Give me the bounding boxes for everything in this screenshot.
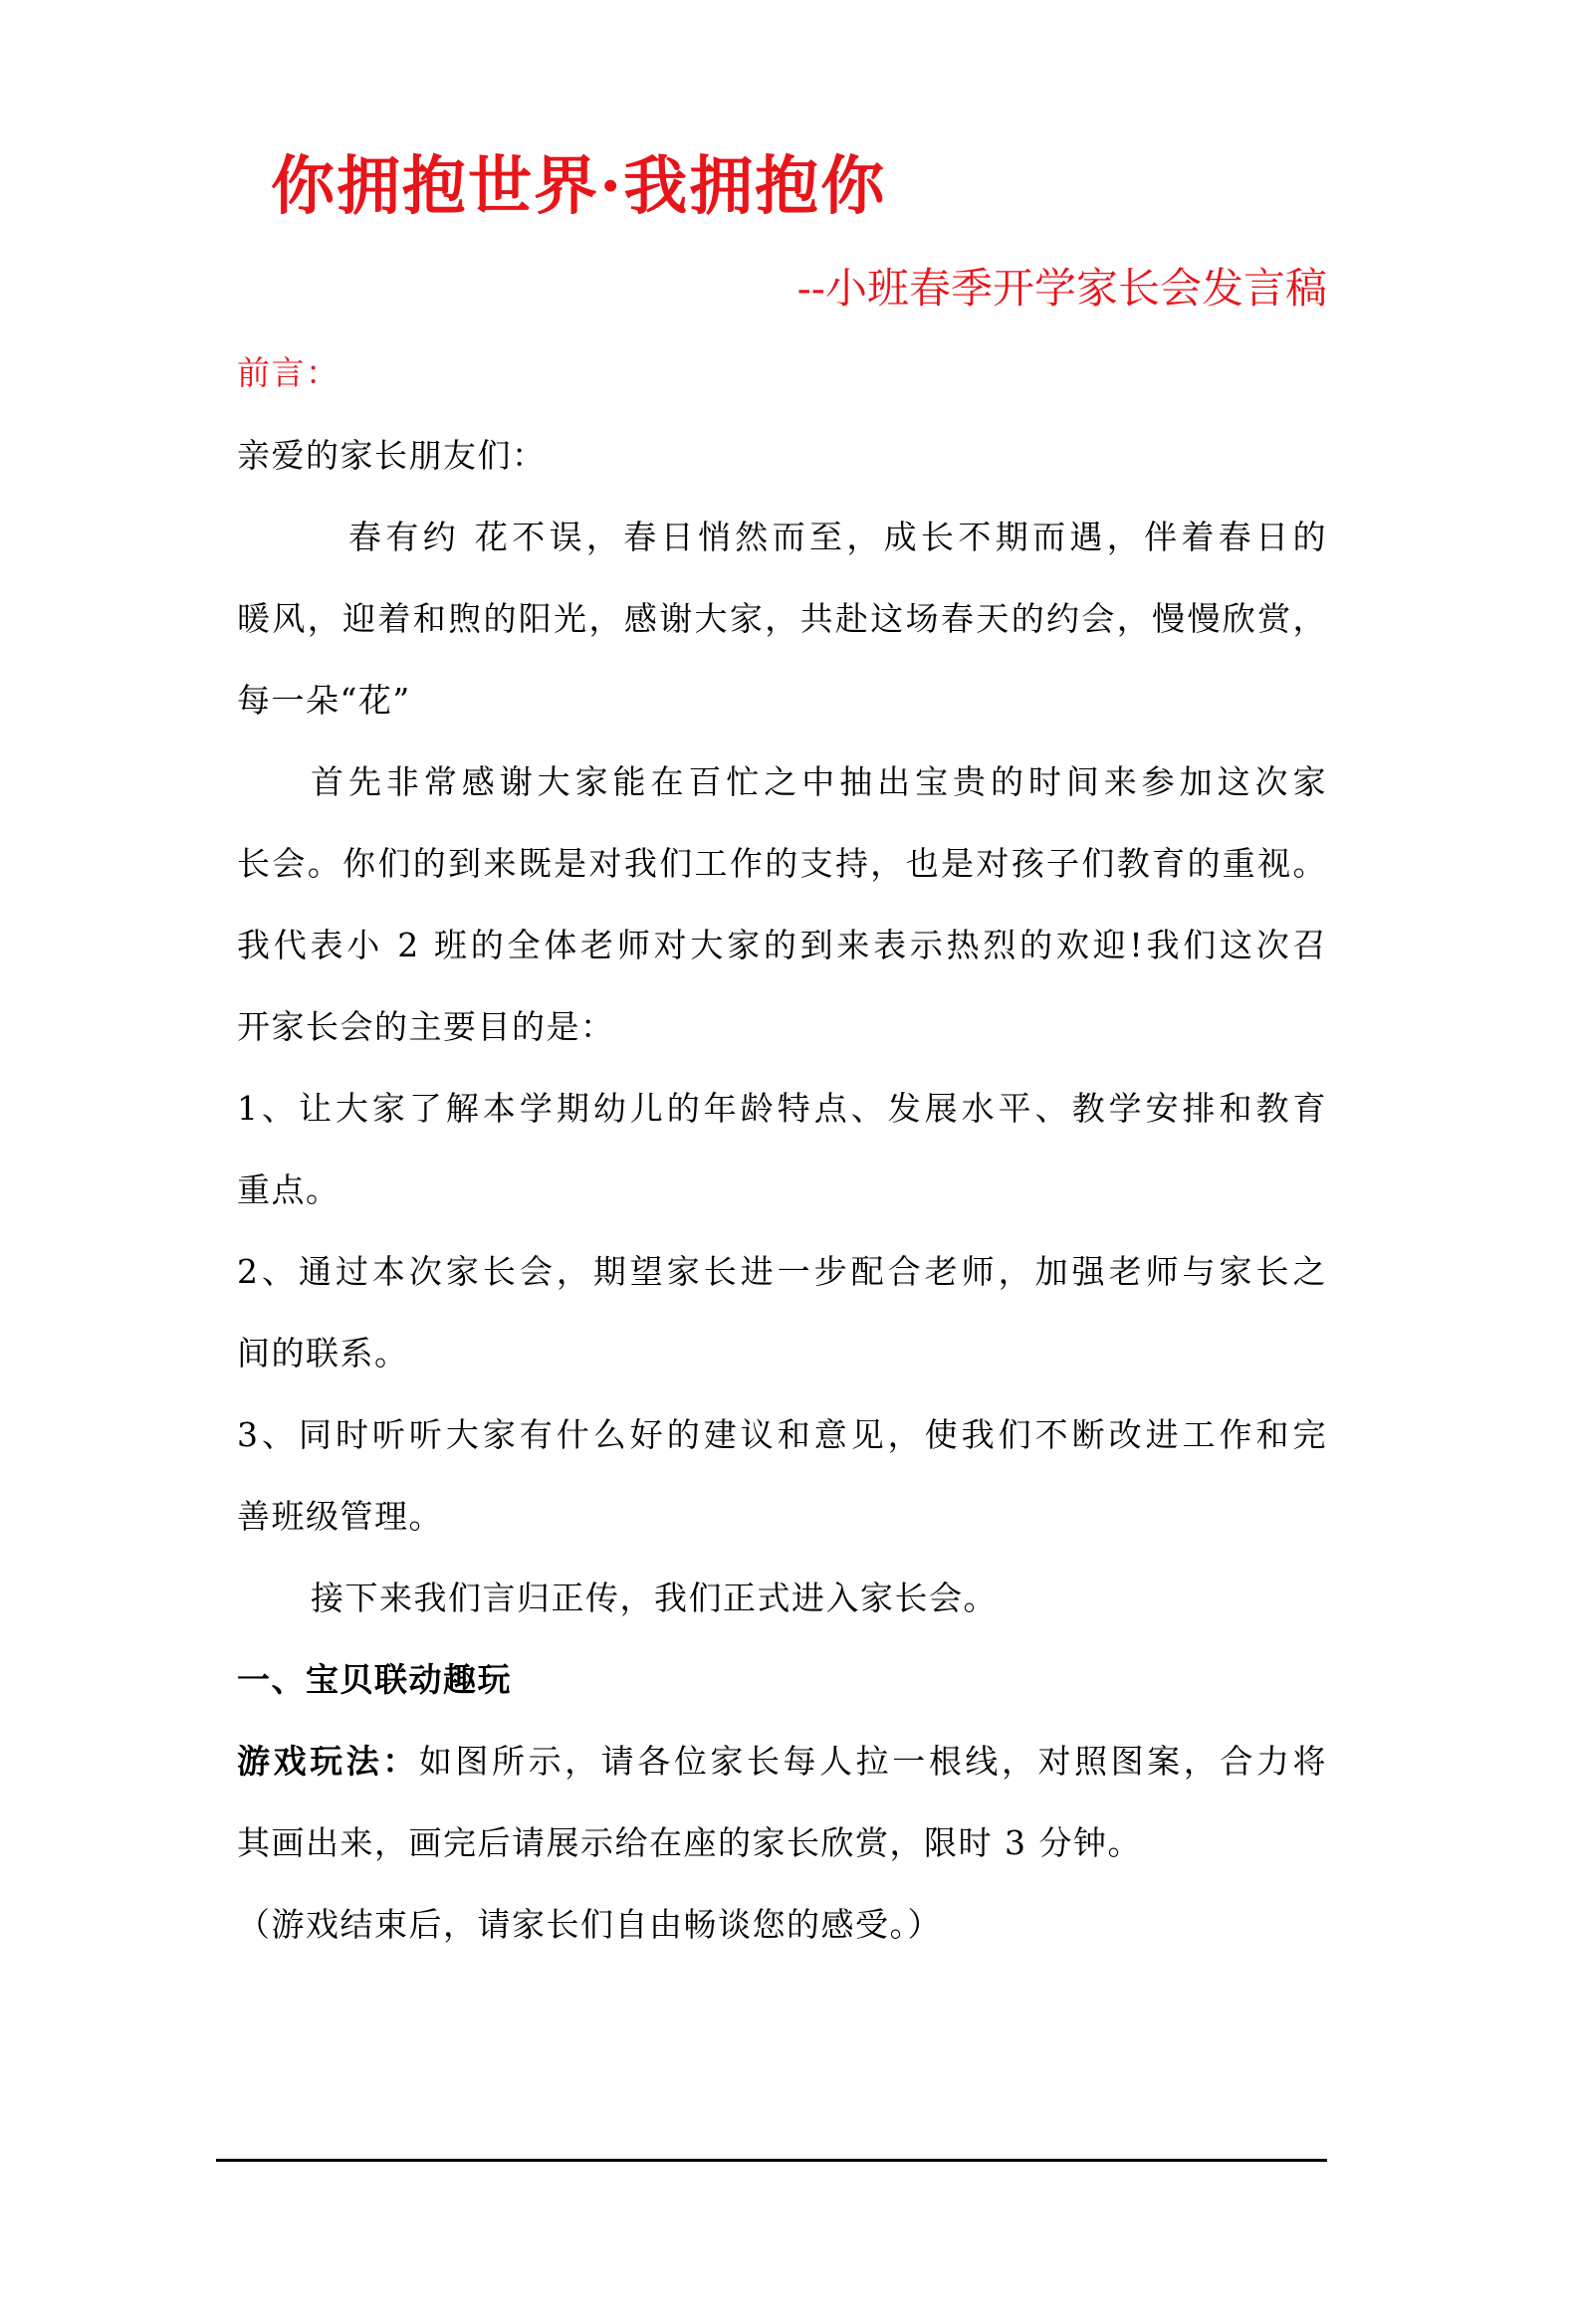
document-title: 你拥抱世界·我拥抱你: [271, 149, 887, 224]
footer-divider: [216, 2159, 1327, 2162]
transition-text: 接下来我们言归正传，我们正式进入家长会。: [311, 1579, 998, 1617]
thanks-line-4: 开家长会的主要目的是：: [237, 1007, 615, 1046]
thanks-line-2: 长会。你们的到来既是对我们工作的支持，也是对孩子们教育的重视。: [237, 844, 1327, 883]
purpose-1-line-1: 1、让大家了解本学期幼儿的年龄特点、发展水平、教学安排和教育: [237, 1089, 1327, 1128]
intro-line-1: 春有约 花不误，春日悄然而至，成长不期而遇，伴着春日的: [348, 518, 1327, 556]
intro-line-2: 暖风，迎着和煦的阳光，感谢大家，共赴这场春天的约会，慢慢欣赏，: [237, 599, 1327, 638]
purpose-3-line-1: 3、同时听听大家有什么好的建议和意见，使我们不断改进工作和完: [237, 1415, 1327, 1454]
purpose-3-line-2: 善班级管理。: [237, 1497, 443, 1536]
game-rules-text-1: 如图所示，请各位家长每人拉一根线，对照图案，合力将: [418, 1742, 1328, 1781]
section-1-heading: 一、宝贝联动趣玩: [237, 1660, 512, 1699]
thanks-line-1: 首先非常感谢大家能在百忙之中抽出宝贵的时间来参加这次家: [311, 762, 1327, 801]
purpose-2-line-2: 间的联系。: [237, 1334, 409, 1373]
game-rules-line-2: 其画出来，画完后请展示给在座的家长欣赏，限时 3 分钟。: [237, 1823, 1142, 1862]
purpose-1-line-2: 重点。: [237, 1170, 340, 1209]
game-rules-line-1: [237, 1740, 1327, 1784]
document-subtitle: --小班春季开学家长会发言稿: [796, 264, 1327, 313]
preface-label: 前言：: [237, 353, 340, 392]
purpose-2-line-1: 2、通过本次家长会，期望家长进一步配合老师，加强老师与家长之: [237, 1252, 1327, 1291]
game-rules-label: 游戏玩法：: [237, 1742, 419, 1781]
intro-line-3: 每一朵“花”: [237, 681, 411, 720]
thanks-line-3: 我代表小 2 班的全体老师对大家的到来表示热烈的欢迎!我们这次召: [237, 926, 1327, 964]
greeting: 亲爱的家长朋友们：: [237, 436, 547, 475]
game-note: （游戏结束后，请家长们自由畅谈您的感受。）: [237, 1905, 942, 1944]
